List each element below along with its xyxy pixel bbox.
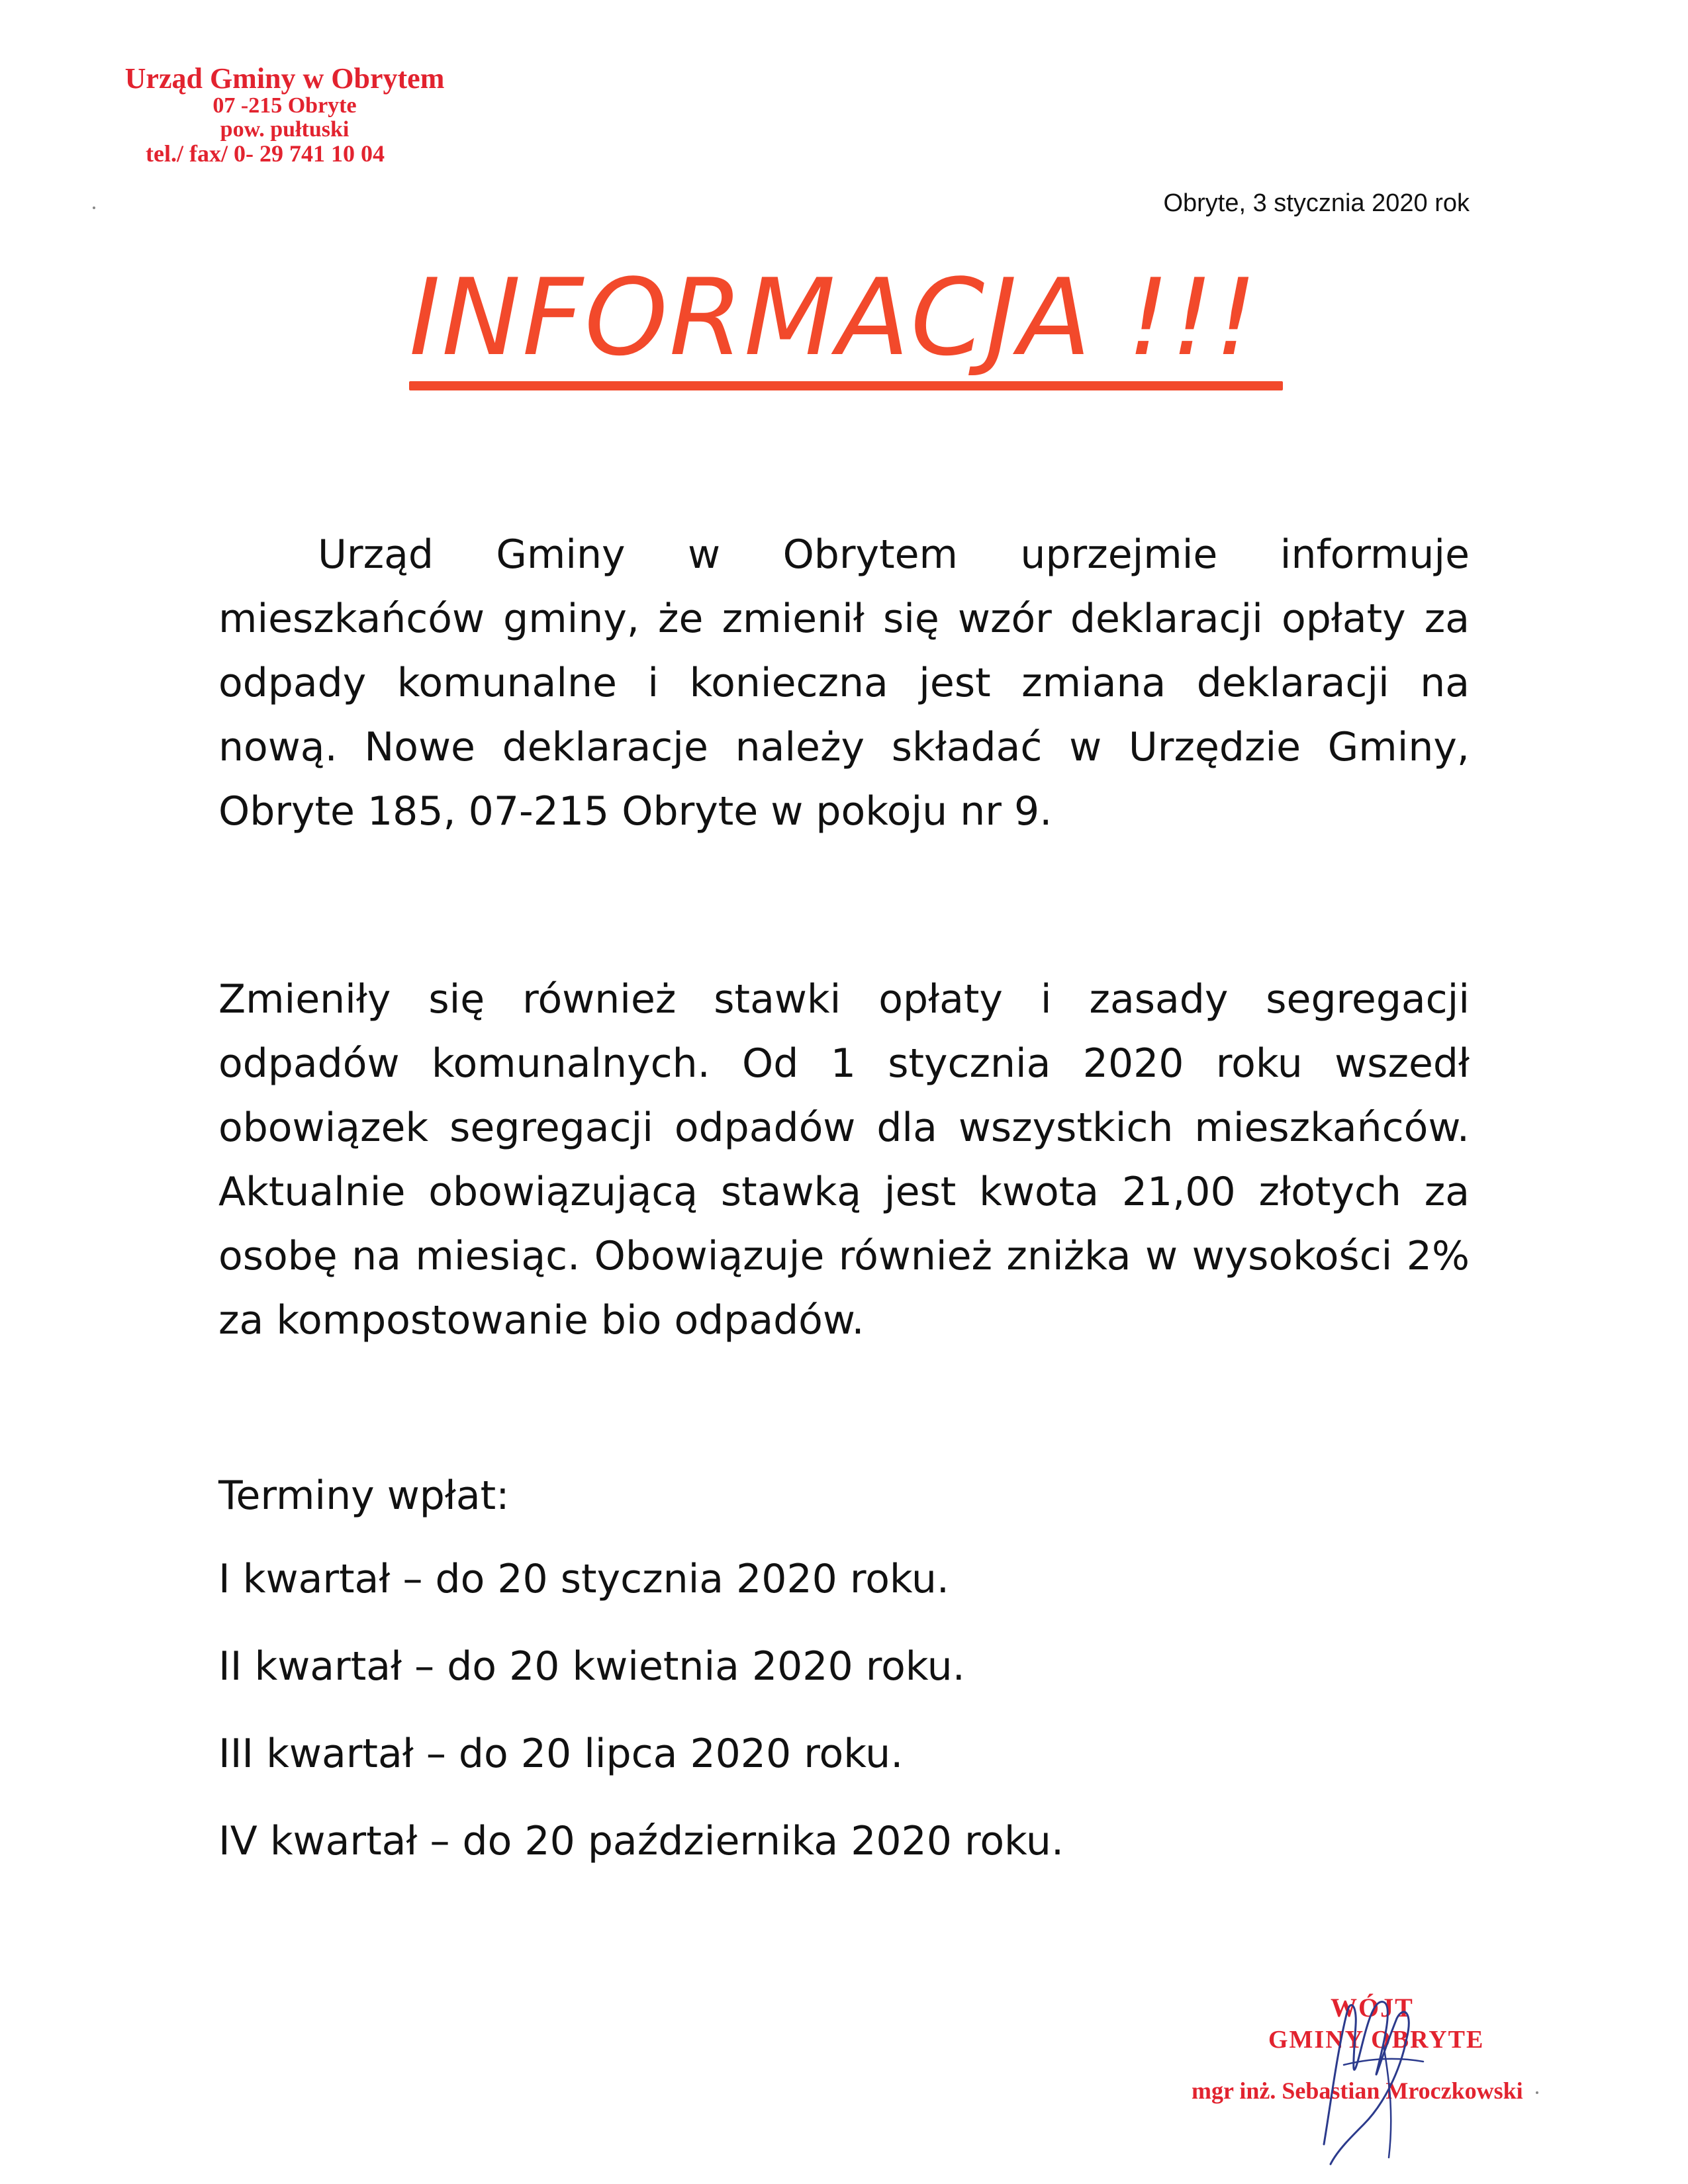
- deadline-q3: III kwartał – do 20 lipca 2020 roku.: [218, 1731, 904, 1777]
- deadline-q4: IV kwartał – do 20 października 2020 roku.: [218, 1818, 1064, 1864]
- handwritten-signature-icon: [1284, 1972, 1443, 2171]
- signature-stamp: [1192, 1992, 1562, 2171]
- signature-office: GMINY OBRYTE: [1268, 2026, 1485, 2054]
- stamp-county: pow. pułtuski: [220, 116, 350, 142]
- deadline-q1: I kwartał – do 20 stycznia 2020 roku.: [218, 1556, 949, 1602]
- title-underline: [409, 381, 1283, 390]
- document-date: Obryte, 3 stycznia 2020 rok: [1163, 189, 1470, 217]
- office-stamp: [106, 64, 463, 166]
- signature-role: WÓJT: [1331, 1993, 1414, 2023]
- payment-deadlines: [218, 1461, 1064, 1895]
- paragraph-declarations: Urząd Gminy w Obrytem uprzejmie informuje mieszkańców gminy, że zmienił się wzór deklaracji opłaty za odpady komunalne i konieczna jest zmiana deklaracji na nową. Nowe deklaracje należy składać w Urzędzie Gminy, Obryte 185, 07-215 Obryte w pokoju nr 9.: [218, 531, 1470, 835]
- page-title: INFORMACJA !!!: [409, 255, 1259, 379]
- paragraph-rates: Zmieniły się również stawki opłaty i zasady segregacji odpadów komunalnych. Od 1 stycznia 2020 roku wszedł obowiązek segregacji odpadów dla wszystkich mieszkańców. Aktualnie obowiązującą stawką jest kwota 21,00 złotych za osobę na miesiąc. Obowiązuje również zniżka w wysokości 2% za kompostowanie bio odpadów.: [218, 976, 1470, 1343]
- scan-speck: [93, 206, 95, 209]
- deadlines-heading: Terminy wpłat:: [218, 1473, 510, 1519]
- stamp-phone: tel./ fax/ 0- 29 741 10 04: [146, 140, 385, 167]
- deadline-q2: II kwartał – do 20 kwietnia 2020 roku.: [218, 1643, 965, 1690]
- title-block: [409, 255, 1289, 390]
- stamp-postal-code: 07 -215 Obryte: [212, 93, 357, 118]
- signature-name: mgr inż. Sebastian Mroczkowski: [1192, 2077, 1523, 2104]
- stamp-office-name: Urząd Gminy w Obrytem: [124, 62, 445, 95]
